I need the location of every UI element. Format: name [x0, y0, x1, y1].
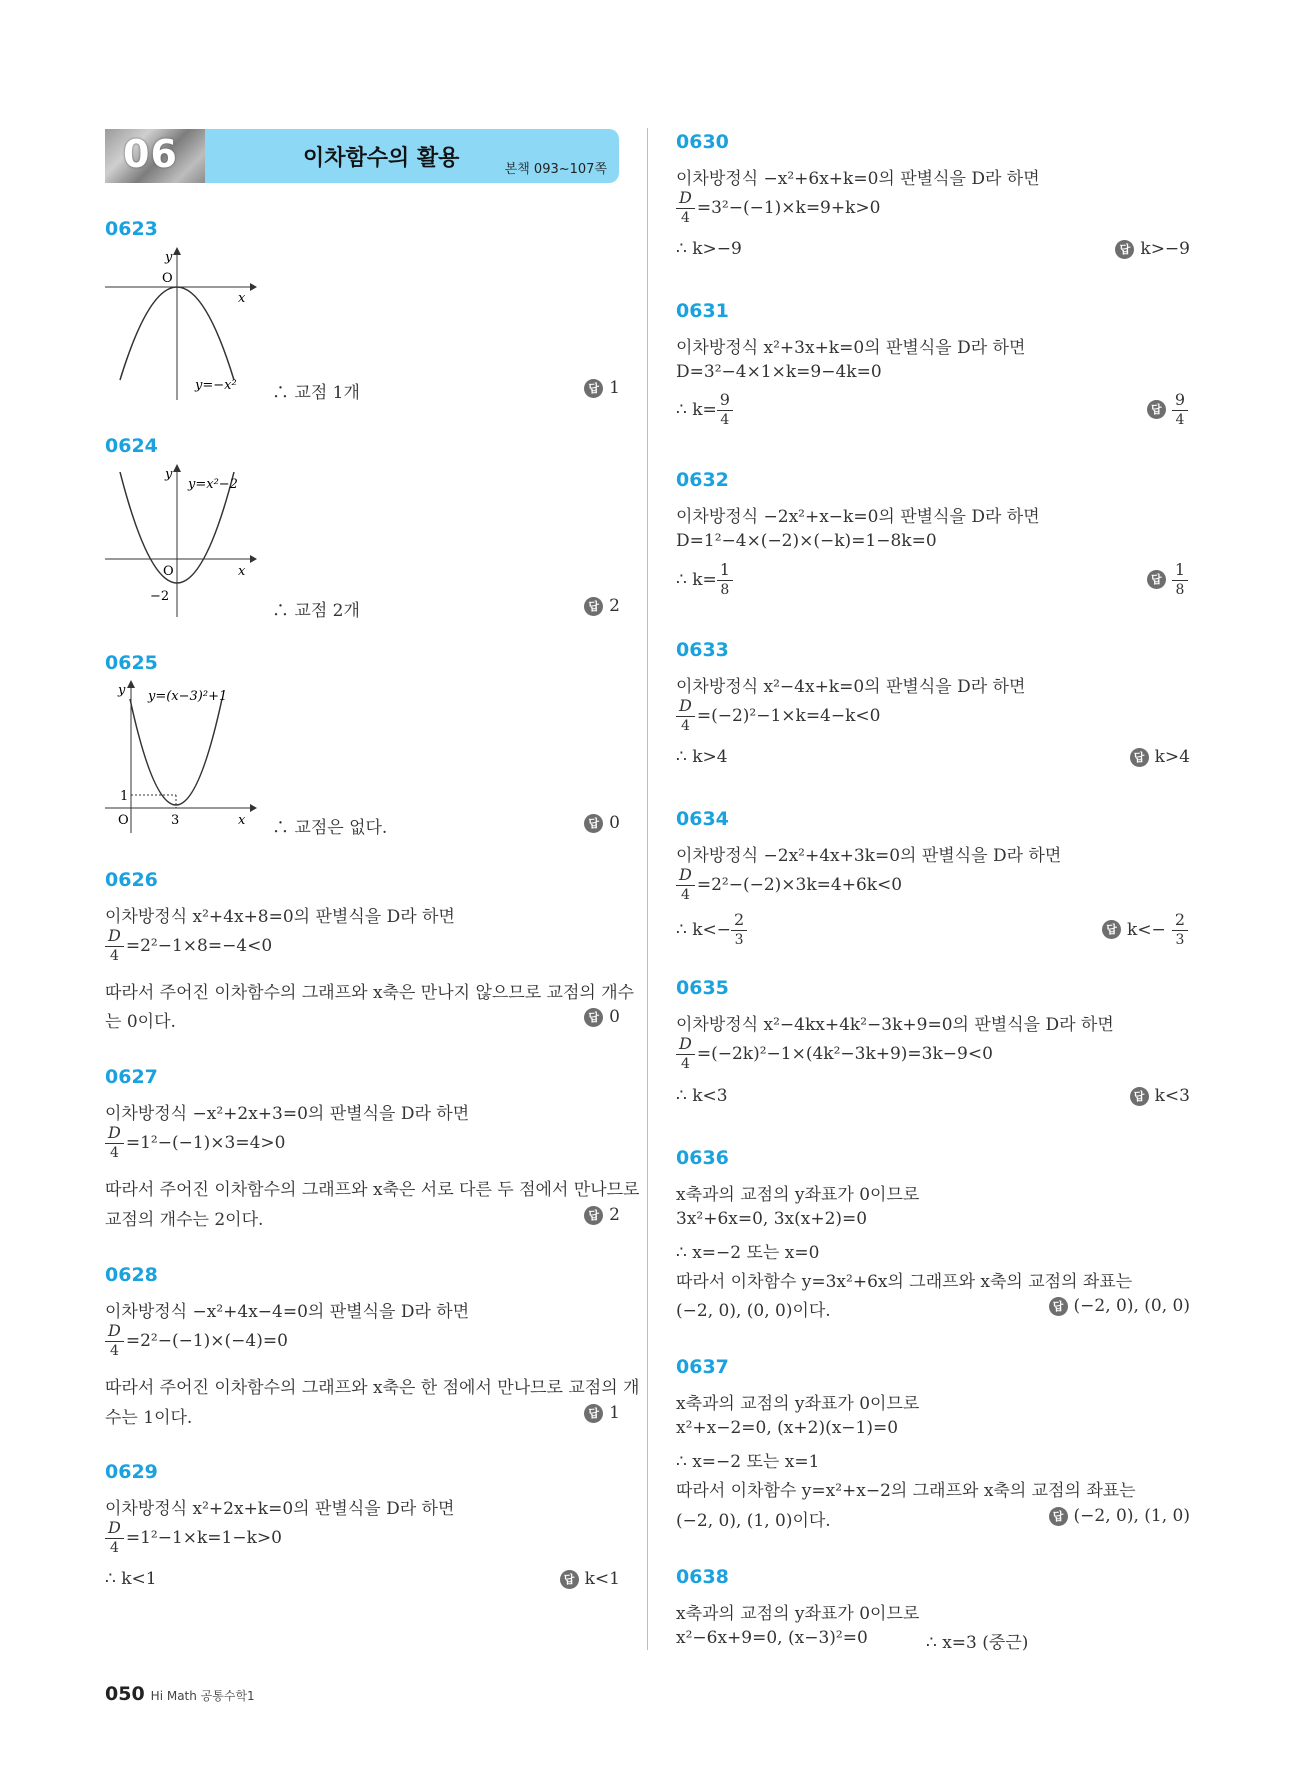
answer-0626: 답 0 — [584, 1007, 620, 1027]
answer-badge: 답 — [1049, 1507, 1068, 1526]
answer-badge: 답 — [1147, 570, 1166, 589]
line-0629-1: 이차방정식 x²+2x+k=0의 판별식을 D라 하면 — [105, 1499, 455, 1519]
answer-badge: 답 — [584, 1404, 603, 1423]
line-0628-2: $\frac{D}{4}$ =2²−(−1)×(−4)=0 — [105, 1323, 288, 1358]
line-0626-4: 는 0이다. — [105, 1012, 176, 1032]
answer-badge: 답 — [584, 1008, 603, 1027]
line-0636-1: x축과의 교점의 y좌표가 0이므로 — [676, 1185, 920, 1205]
line-0632-2: D=1²−4×(−2)×(−k)=1−8k=0 — [676, 531, 937, 551]
line-0630-3: ∴ k>−9 — [676, 239, 742, 259]
line-0628-1: 이차방정식 −x²+4x−4=0의 판별식을 D라 하면 — [105, 1302, 470, 1322]
answer-0632: 답 $\frac{1}{8}$ — [1147, 562, 1190, 597]
problem-number-0626: 0626 — [105, 869, 158, 891]
three-label: 3 — [171, 813, 180, 828]
answer-0634: 답 k<− $\frac{2}{3}$ — [1102, 912, 1190, 947]
answer-badge: 답 — [1049, 1297, 1068, 1316]
conclusion-0624: ∴ 교점 2개 — [272, 601, 360, 621]
graph-0623 — [100, 245, 260, 405]
answer-badge: 답 — [1115, 240, 1134, 259]
answer-0633: 답 k>4 — [1130, 747, 1190, 767]
line-0631-2: D=3²−4×1×k=9−4k=0 — [676, 362, 882, 382]
curve-label: y=(x−3)²+1 — [148, 689, 228, 704]
line-0636-3: ∴ x=−2 또는 x=0 — [676, 1243, 820, 1263]
fraction: $\frac{D}{4}$ — [676, 1036, 695, 1071]
line-0628-4: 수는 1이다. — [105, 1408, 193, 1428]
problem-number-0635: 0635 — [676, 977, 729, 999]
line-0627-2: $\frac{D}{4}$ =1²−(−1)×3=4>0 — [105, 1125, 285, 1160]
problem-number-0633: 0633 — [676, 639, 729, 661]
problem-number-0636: 0636 — [676, 1147, 729, 1169]
line-0632-1: 이차방정식 −2x²+x−k=0의 판별식을 D라 하면 — [676, 507, 1040, 527]
answer-0623: 답 1 — [584, 378, 620, 398]
fraction: $\frac{D}{4}$ — [676, 867, 695, 902]
conclusion-0623: ∴ 교점 1개 — [272, 383, 360, 403]
fraction: $\frac{D}{4}$ — [105, 928, 124, 963]
problem-number-0623: 0623 — [105, 218, 158, 240]
problem-number-0634: 0634 — [676, 808, 729, 830]
graph-0624 — [100, 462, 270, 622]
problem-number-0628: 0628 — [105, 1264, 158, 1286]
line-0634-1: 이차방정식 −2x²+4x+3k=0의 판별식을 D라 하면 — [676, 846, 1062, 866]
line-0626-1: 이차방정식 x²+4x+8=0의 판별식을 D라 하면 — [105, 907, 455, 927]
section-number: 06 — [123, 132, 178, 176]
line-0631-1: 이차방정식 x²+3x+k=0의 판별식을 D라 하면 — [676, 338, 1026, 358]
origin-label: O — [163, 564, 174, 579]
problem-number-0625: 0625 — [105, 652, 158, 674]
page-number: 050 — [105, 1683, 145, 1705]
line-0638-1: x축과의 교점의 y좌표가 0이므로 — [676, 1604, 920, 1624]
graph-0625 — [100, 678, 270, 838]
x-axis-label: x — [238, 564, 246, 579]
section-title: 이차함수의 활용 — [303, 146, 460, 171]
problem-number-0631: 0631 — [676, 300, 729, 322]
line-0632-3: ∴ k= $\frac{1}{8}$ — [676, 562, 735, 597]
line-0637-1: x축과의 교점의 y좌표가 0이므로 — [676, 1394, 920, 1414]
answer-badge: 답 — [1130, 748, 1149, 767]
line-0636-5: (−2, 0), (0, 0)이다. — [676, 1301, 831, 1321]
problem-number-0630: 0630 — [676, 131, 729, 153]
answer-badge: 답 — [1147, 400, 1166, 419]
line-0635-1: 이차방정식 x²−4kx+4k²−3k+9=0의 판별식을 D라 하면 — [676, 1015, 1114, 1035]
line-0630-2: $\frac{D}{4}$ =3²−(−1)×k=9+k>0 — [676, 190, 880, 225]
fraction: $\frac{D}{4}$ — [676, 190, 695, 225]
line-0637-3: ∴ x=−2 또는 x=1 — [676, 1452, 820, 1472]
problem-number-0638: 0638 — [676, 1566, 729, 1588]
problem-number-0637: 0637 — [676, 1356, 729, 1378]
book-title: Hi Math 공통수학1 — [150, 1689, 255, 1703]
y-axis-label: y — [118, 683, 126, 698]
answer-0628: 답 1 — [584, 1403, 620, 1423]
answer-badge: 답 — [584, 814, 603, 833]
line-0637-5: (−2, 0), (1, 0)이다. — [676, 1511, 831, 1531]
line-0635-3: ∴ k<3 — [676, 1086, 728, 1106]
line-0633-3: ∴ k>4 — [676, 747, 728, 767]
answer-badge: 답 — [560, 1570, 579, 1589]
answer-0637: 답 (−2, 0), (1, 0) — [1049, 1506, 1190, 1526]
line-0626-2: $\frac{D}{4}$ =2²−1×8=−4<0 — [105, 928, 272, 963]
problem-number-0629: 0629 — [105, 1461, 158, 1483]
answer-0631: 답 $\frac{9}{4}$ — [1147, 392, 1190, 427]
answer-badge: 답 — [584, 1206, 603, 1225]
answer-badge: 답 — [1102, 920, 1121, 939]
fraction: $\frac{D}{4}$ — [105, 1323, 124, 1358]
minus-two-label: −2 — [150, 589, 170, 604]
problem-number-0627: 0627 — [105, 1066, 158, 1088]
x-axis-label: x — [238, 291, 246, 306]
curve-label: y=−x² — [195, 378, 237, 393]
origin-label: O — [162, 271, 173, 286]
line-0633-2: $\frac{D}{4}$ =(−2)²−1×k=4−k<0 — [676, 698, 880, 733]
problem-number-0624: 0624 — [105, 435, 158, 457]
line-0638-2: x²−6x+9=0, (x−3)²=0 — [676, 1628, 868, 1648]
line-0630-1: 이차방정식 −x²+6x+k=0의 판별식을 D라 하면 — [676, 169, 1040, 189]
answer-0636: 답 (−2, 0), (0, 0) — [1049, 1296, 1190, 1316]
fraction: $\frac{D}{4}$ — [105, 1125, 124, 1160]
fraction: $\frac{9}{4}$ — [717, 392, 733, 427]
answer-0627: 답 2 — [584, 1205, 620, 1225]
one-label: 1 — [120, 789, 129, 804]
line-0629-2: $\frac{D}{4}$ =1²−1×k=1−k>0 — [105, 1520, 282, 1555]
answer-0629: 답 k<1 — [560, 1569, 620, 1589]
header-band — [205, 129, 619, 183]
origin-label: O — [118, 813, 129, 828]
answer-badge: 답 — [584, 379, 603, 398]
line-0627-1: 이차방정식 −x²+2x+3=0의 판별식을 D라 하면 — [105, 1104, 470, 1124]
x-axis-label: x — [238, 813, 246, 828]
problem-number-0632: 0632 — [676, 469, 729, 491]
fraction: $\frac{D}{4}$ — [676, 698, 695, 733]
y-axis-label: y — [165, 250, 173, 265]
fraction: $\frac{2}{3}$ — [731, 912, 747, 947]
answer-badge: 답 — [584, 597, 603, 616]
fraction: $\frac{D}{4}$ — [105, 1520, 124, 1555]
line-0628-3: 따라서 주어진 이차함수의 그래프와 x축은 한 점에서 만나므로 교점의 개 — [105, 1378, 640, 1398]
line-0629-3: ∴ k<1 — [105, 1569, 157, 1589]
line-0637-2: x²+x−2=0, (x+2)(x−1)=0 — [676, 1418, 899, 1438]
conclusion-0625: ∴ 교점은 없다. — [272, 818, 388, 838]
page-footer — [105, 1683, 255, 1705]
line-0634-3: ∴ k<− $\frac{2}{3}$ — [676, 912, 749, 947]
line-0636-2: 3x²+6x=0, 3x(x+2)=0 — [676, 1209, 868, 1229]
line-0631-3: ∴ k= $\frac{9}{4}$ — [676, 392, 735, 427]
column-divider — [647, 128, 648, 1650]
curve-label: y=x²−2 — [188, 477, 238, 492]
section-reference: 본책 093~107쪽 — [504, 162, 607, 177]
line-0638-3: ∴ x=3 (중근) — [926, 1633, 1029, 1653]
line-0634-2: $\frac{D}{4}$ =2²−(−2)×3k=4+6k<0 — [676, 867, 902, 902]
answer-0624: 답 2 — [584, 596, 620, 616]
answer-0635: 답 k<3 — [1130, 1086, 1190, 1106]
line-0636-4: 따라서 이차함수 y=3x²+6x의 그래프와 x축의 교점의 좌표는 — [676, 1272, 1133, 1292]
answer-0625: 답 0 — [584, 813, 620, 833]
answer-0630: 답 k>−9 — [1115, 239, 1190, 259]
line-0627-3: 따라서 주어진 이차함수의 그래프와 x축은 서로 다른 두 점에서 만나므로 — [105, 1180, 640, 1200]
line-0637-4: 따라서 이차함수 y=x²+x−2의 그래프와 x축의 교점의 좌표는 — [676, 1481, 1136, 1501]
section-header — [105, 129, 619, 183]
y-axis-label: y — [165, 467, 173, 482]
line-0633-1: 이차방정식 x²−4x+k=0의 판별식을 D라 하면 — [676, 677, 1026, 697]
line-0635-2: $\frac{D}{4}$ =(−2k)²−1×(4k²−3k+9)=3k−9<0 — [676, 1036, 993, 1071]
fraction: $\frac{1}{8}$ — [717, 562, 733, 597]
line-0627-4: 교점의 개수는 2이다. — [105, 1210, 264, 1230]
answer-badge: 답 — [1130, 1087, 1149, 1106]
line-0626-3: 따라서 주어진 이차함수의 그래프와 x축은 만나지 않으므로 교점의 개수 — [105, 983, 635, 1003]
